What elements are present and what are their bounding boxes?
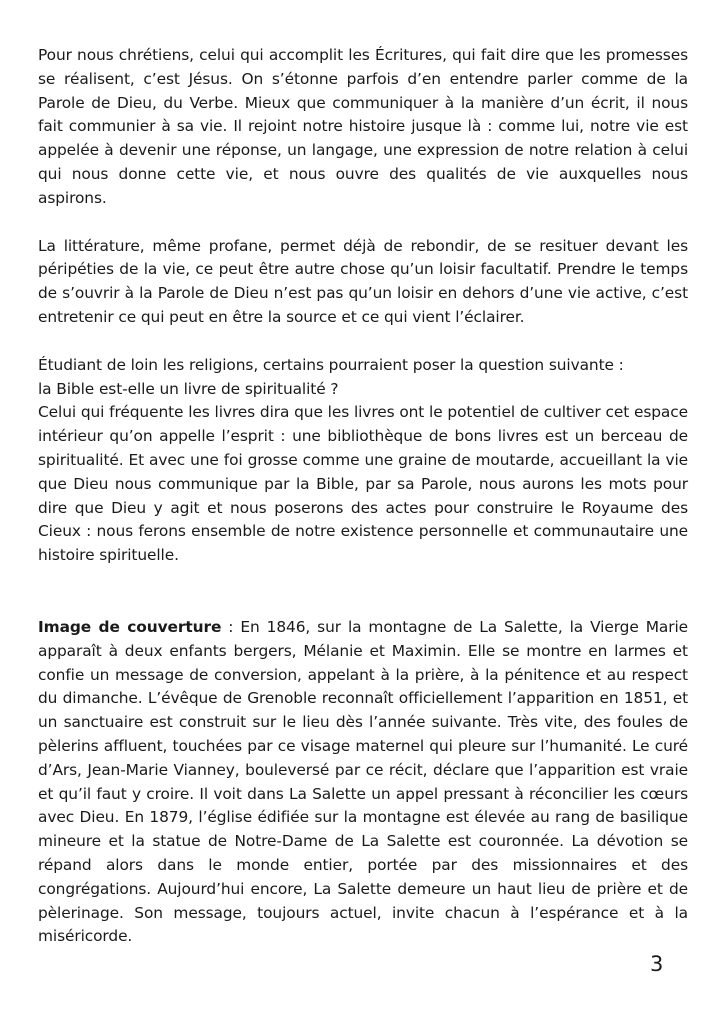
cover-image-label: Image de couverture — [38, 617, 222, 636]
question-intro-line: Étudiant de loin les religions, certains pourraient poser la question suivante : — [38, 355, 624, 374]
paragraph-jesus-word: Pour nous chrétiens, celui qui accomplit les Écritures, qui fait dire que les promesses se réalisent, c’est Jésus. On s’étonne parfois d’en entendre parler comme de la Parole de Dieu, du Verbe. Mieux que communiquer à la manière d’un écrit, il nous fait communier à sa vie. Il rejoint notre histoire jusque là : comme lui, notre vie est appelée à devenir une réponse, un langage, une expression de notre relation à celui qui nous donne cette vie, et nous ouvre des qualités de vie auxquelles nous aspirons. — [38, 46, 688, 207]
question-line: la Bible est-elle un livre de spiritualité ? — [38, 379, 339, 398]
cover-image-text: : En 1846, sur la montagne de La Salette, la Vierge Marie apparaît à deux enfants bergers, Mélanie et Maximin. Elle se montre en larmes et confie un message de conversion, appelant à la prière, à la pénitence et au respect du dimanche. L’évêque de Grenoble reconnaît officiellement l’apparition en 1851, et un sanctuaire est construit sur le lieu dès l’année suivante. Très vite, des foules de pèlerins affluent, touchées par ce visage maternel qui pleure sur l’humanité. Le curé d’Ars, Jean-Marie Vianney, bouleversé par ce récit, déclare que l’apparition est vraie et qu’il faut y croire. Il voit dans La Salette un appel pressant à réconcilier les cœurs avec Dieu. En 1879, l’église édifiée sur la montagne est élevée au rang de basilique mineure et la statue de Notre-Dame de La Salette est couronnée. La dévotion se répand alors dans le monde entier, portée par des missionnaires et des congrégations. Aujourd’hui encore, La Salette demeure un haut lieu de prière et de pèlerinage. Son message, toujours actuel, invite chacun à l’espérance et à la miséricorde. — [38, 617, 688, 946]
paragraph-bible-spirituality — [38, 354, 688, 568]
paragraph-literature: La littérature, même profane, permet déjà de rebondir, de se resituer devant les péripéties de la vie, ce peut être autre chose qu’un loisir facultatif. Prendre le temps de s’ouvrir à la Parole de Dieu n’est pas qu’un loisir en dehors d’une vie active, c’est entretenir ce qui peut en être la source et ce qui vient l’éclairer. — [38, 236, 688, 326]
page-number: 3 — [650, 952, 664, 976]
page-body — [38, 44, 688, 949]
paragraph-bible-body: Celui qui fréquente les livres dira que les livres ont le potentiel de cultiver cet espace intérieur qu’on appelle l’esprit : une bibliothèque de bons livres est un berceau de spiritualité. Et avec une foi grosse comme une graine de moutarde, accueillant la vie que Dieu nous communique par la Bible, par sa Parole, nous aurons les mots pour dire que Dieu y agit et nous poserons des actes pour construire le Royaume des Cieux : nous ferons ensemble de notre existence personnelle et communautaire une histoire spirituelle. — [38, 403, 688, 565]
cover-image-caption — [38, 616, 688, 949]
